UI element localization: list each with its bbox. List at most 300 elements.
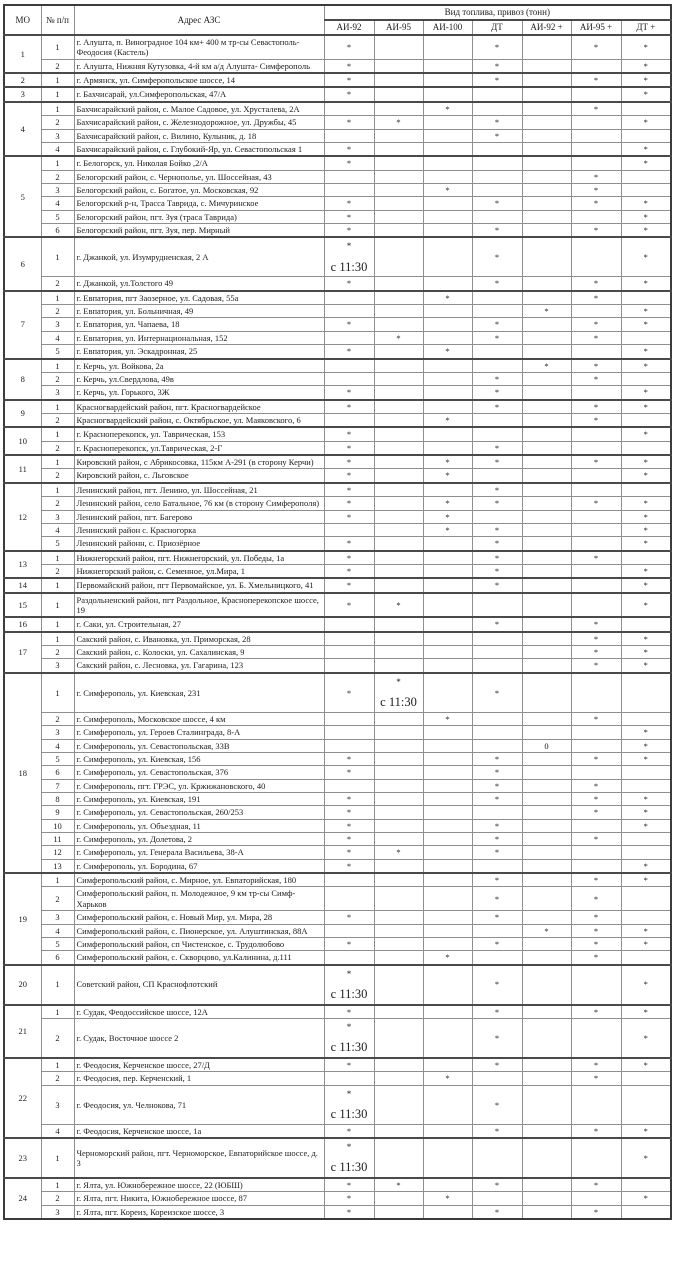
fuel-availability-cell [522,806,571,819]
station-address-cell: г. Евпатория, ул. Больничная, 49 [74,305,324,318]
fuel-availability-cell [374,359,423,373]
station-address-cell: г. Джанкой, ул. Изумрудненская, 2 А [74,237,324,277]
fuel-availability-cell [374,564,423,578]
fuel-availability-cell [374,102,423,116]
fuel-availability-cell [374,318,423,331]
fuel-availability-cell [621,779,671,792]
table-row [4,237,671,277]
fuel-availability-cell: * [571,1124,621,1138]
fuel-availability-cell: * [571,792,621,805]
fuel-availability-cell: 0 [522,739,571,752]
fuel-availability-cell [423,792,472,805]
fuel-availability-cell [621,1205,671,1219]
station-address-cell: г. Алушта, Нижняя Кутузовка, 4-й км а/д Алушта- Симферополь [74,59,324,73]
fuel-availability-cell [423,659,472,673]
mo-number-cell: 8 [4,359,41,400]
station-address-cell: г. Симферополь, ул. Киевская, 191 [74,792,324,805]
row-number-cell: 2 [41,277,74,291]
fuel-availability-cell: * [324,564,374,578]
row-number-cell: 1 [41,1005,74,1019]
fuel-availability-cell: * [324,197,374,210]
mo-number-cell: 9 [4,400,41,428]
fuel-availability-cell [571,965,621,1005]
fuel-availability-cell: * [423,1072,472,1085]
fuel-availability-cell: * [472,792,522,805]
availability-marker: * [346,1088,352,1099]
fuel-availability-cell: * [621,739,671,752]
fuel-availability-cell [571,1138,621,1178]
fuel-availability-cell: * [571,937,621,950]
fuel-availability-cell: * [324,1192,374,1205]
row-number-cell: 3 [41,659,74,673]
fuel-availability-cell: * [324,427,374,441]
fuel-availability-cell [621,673,671,713]
station-address-cell: г. Евпатория, ул. Интернациональная, 152 [74,331,324,344]
table-row [4,116,671,129]
fuel-availability-cell: * [571,1178,621,1192]
station-address-cell: г. Симферополь, пгт. ГРЭС, ул. Кржижановского, 40 [74,779,324,792]
fuel-availability-cell: * [324,792,374,805]
fuel-availability-cell [522,237,571,277]
station-address-cell: г. Судак, Восточное шоссе 2 [74,1019,324,1059]
table-row [4,873,671,887]
fuel-availability-cell [374,924,423,937]
fuel-availability-cell: * [621,35,671,59]
fuel-availability-cell [522,210,571,223]
station-address-cell: Ленинский район, село Батальное, 76 км (в сторону Симферополя) [74,497,324,510]
fuel-availability-cell [571,846,621,859]
table-row [4,142,671,156]
station-address-cell: Симферопольский район, с. Пионерское, ул. Алуштинская, 88А [74,924,324,937]
fuel-availability-cell: * [571,197,621,210]
fuel-availability-cell [423,833,472,846]
row-number-cell: 1 [41,291,74,305]
fuel-availability-cell [522,537,571,551]
fuel-availability-cell: * [571,35,621,59]
fuel-availability-cell: * [621,873,671,887]
station-address-cell: г. Белогорск, ул. Николая Бойко ,2/А [74,156,324,170]
table-row [4,739,671,752]
fuel-availability-cell: * [324,345,374,359]
fuel-availability-cell: * [621,455,671,469]
fuel-availability-cell [423,386,472,400]
fuel-availability-cell [472,413,522,427]
row-number-cell: 1 [41,632,74,646]
fuel-availability-cell [621,372,671,385]
table-row [4,779,671,792]
fuel-availability-cell [374,510,423,523]
station-address-cell: г. Красноперекопск, ул.Таврическая, 2-Г [74,441,324,455]
fuel-availability-cell: * [324,116,374,129]
fuel-availability-cell: * [621,1058,671,1072]
fuel-availability-cell: * [571,318,621,331]
mo-number-cell: 18 [4,673,41,873]
fuel-availability-cell [324,646,374,659]
fuel-availability-cell [423,237,472,277]
table-row [4,766,671,779]
table-row [4,537,671,551]
fuel-availability-cell: * [472,1005,522,1019]
table-row [4,413,671,427]
row-number-cell: 1 [41,673,74,713]
fuel-availability-cell [374,632,423,646]
fuel-availability-cell: * [324,578,374,592]
fuel-availability-cell: * [423,497,472,510]
fuel-availability-cell [374,712,423,725]
row-number-cell: 1 [41,1178,74,1192]
fuel-availability-cell [423,859,472,873]
mo-number-cell: 20 [4,965,41,1005]
fuel-availability-cell [374,1019,423,1059]
fuel-availability-cell [423,593,472,618]
fuel-availability-cell [621,1085,671,1124]
fuel-availability-cell [374,887,423,911]
fuel-availability-cell: * [621,752,671,765]
col-header-mo: МО [4,5,41,35]
fuel-availability-cell [374,1005,423,1019]
row-number-cell: 1 [41,873,74,887]
station-address-cell: г. Судак, Феодоссийское шоссе, 12А [74,1005,324,1019]
fuel-availability-cell [423,87,472,101]
fuel-availability-cell [423,483,472,497]
fuel-availability-cell [522,400,571,414]
fuel-availability-cell [522,497,571,510]
fuel-availability-cell [374,59,423,73]
row-number-cell: 2 [41,413,74,427]
fuel-availability-cell: * [571,752,621,765]
fuel-availability-cell [522,779,571,792]
station-address-cell: Советский район, СП Краснофлотский [74,965,324,1005]
row-number-cell: 3 [41,911,74,924]
fuel-availability-cell: * [423,469,472,483]
fuel-availability-cell [522,632,571,646]
fuel-availability-cell [423,551,472,565]
fuel-availability-cell: * [621,578,671,592]
fuel-availability-cell [571,305,621,318]
fuel-availability-cell: * [324,766,374,779]
fuel-availability-cell [571,116,621,129]
col-header-ai95-plus: АИ-95 + [571,20,621,35]
fuel-availability-cell: * [621,593,671,618]
fuel-availability-cell: * [522,924,571,937]
station-address-cell: г. Феодосия, Керченское шоссе, 1а [74,1124,324,1138]
fuel-availability-cell: * [472,523,522,536]
fuel-availability-cell: * [472,578,522,592]
table-row [4,646,671,659]
fuel-availability-cell: * [522,359,571,373]
fuel-availability-cell [621,712,671,725]
row-number-cell: 10 [41,819,74,832]
fuel-availability-cell [423,170,472,183]
station-address-cell: г. Бахчисарай, ул.Симферопольская, 47/А [74,87,324,101]
fuel-availability-cell [522,183,571,196]
station-address-cell: г. Симферополь, ул. Генерала Васильева, 38-А [74,846,324,859]
table-row [4,924,671,937]
fuel-availability-cell [374,1205,423,1219]
table-row [4,1205,671,1219]
fuel-availability-cell [522,1019,571,1059]
fuel-availability-cell: * [621,224,671,238]
table-row [4,951,671,965]
table-row [4,1138,671,1178]
row-number-cell: 3 [41,386,74,400]
fuel-availability-cell [374,386,423,400]
fuel-availability-cell [374,277,423,291]
availability-marker: * [346,968,352,979]
fuel-availability-cell: * [472,318,522,331]
fuel-availability-cell [522,224,571,238]
fuel-availability-cell [324,873,374,887]
fuel-availability-cell [374,833,423,846]
fuel-availability-cell [522,833,571,846]
station-address-cell: г. Симферополь, ул. Севастопольская, 33В [74,739,324,752]
fuel-availability-cell: * [324,806,374,819]
fuel-availability-cell [621,1178,671,1192]
table-row [4,551,671,565]
fuel-availability-cell [374,1124,423,1138]
station-address-cell: г. Симферополь, Московское шоссе, 4 км [74,712,324,725]
fuel-availability-cell [374,617,423,631]
fuel-availability-cell [423,1005,472,1019]
row-number-cell: 3 [41,1205,74,1219]
row-number-cell: 1 [41,483,74,497]
fuel-availability-cell [522,291,571,305]
mo-number-cell: 23 [4,1138,41,1178]
fuel-availability-cell [324,129,374,142]
fuel-availability-cell [423,156,472,170]
fuel-availability-cell [472,142,522,156]
fuel-availability-cell [324,632,374,646]
fuel-availability-cell: * [621,497,671,510]
station-address-cell: г. Керчь, ул. Горького, 3Ж [74,386,324,400]
fuel-availability-cell [374,427,423,441]
fuel-availability-cell [324,951,374,965]
fuel-availability-cell [472,87,522,101]
table-row [4,1005,671,1019]
fuel-availability-cell [324,1085,374,1124]
fuel-availability-cell [522,819,571,832]
fuel-availability-cell: * [472,833,522,846]
table-row [4,427,671,441]
row-number-cell: 3 [41,318,74,331]
station-address-cell: Первомайский район, пгт Первомайское, ул. Б. Хмельницкого, 41 [74,578,324,592]
row-number-cell: 1 [41,1058,74,1072]
table-row [4,1085,671,1124]
fuel-availability-cell: * [621,87,671,101]
table-row [4,400,671,414]
fuel-availability-cell: * [374,116,423,129]
fuel-availability-cell [423,1019,472,1059]
row-number-cell: 2 [41,1019,74,1059]
fuel-availability-cell [374,739,423,752]
station-address-cell: Черноморский район, пгт. Черноморское, Евпаторийское шоссе, д. 3 [74,1138,324,1178]
row-number-cell: 2 [41,441,74,455]
fuel-availability-cell [423,142,472,156]
fuel-availability-cell [423,617,472,631]
fuel-availability-cell: * [472,873,522,887]
fuel-availability-cell: * [621,510,671,523]
fuel-availability-cell [423,427,472,441]
fuel-availability-cell [621,766,671,779]
fuel-availability-cell: * [324,455,374,469]
fuel-availability-cell [472,806,522,819]
table-row [4,859,671,873]
fuel-availability-cell: * [621,937,671,950]
fuel-availability-cell [423,305,472,318]
table-row [4,965,671,1005]
fuel-availability-cell [522,318,571,331]
fuel-availability-cell: * [621,210,671,223]
fuel-availability-cell: * [571,1072,621,1085]
fuel-availability-cell: * [571,331,621,344]
fuel-availability-cell [522,766,571,779]
fuel-availability-cell [374,224,423,238]
fuel-availability-cell [522,345,571,359]
delivery-time-note: с 11:30 [330,986,368,1001]
table-row [4,469,671,483]
station-address-cell: Белогорский район, пгт. Зуя (траса Таврида) [74,210,324,223]
fuel-availability-cell [374,156,423,170]
fuel-availability-cell: * [621,59,671,73]
row-number-cell: 2 [41,305,74,318]
fuel-availability-cell [423,1085,472,1124]
row-number-cell: 2 [41,469,74,483]
fuel-availability-cell [324,779,374,792]
fuel-availability-cell: * [472,277,522,291]
fuel-availability-cell: * [472,483,522,497]
station-address-cell: г. Симферополь, ул. Севастопольская, 260/253 [74,806,324,819]
row-number-cell: 3 [41,726,74,739]
fuel-availability-cell [571,564,621,578]
station-address-cell: г. Саки, ул. Строительная, 27 [74,617,324,631]
fuel-availability-cell [522,523,571,536]
table-row [4,483,671,497]
fuel-availability-cell [374,551,423,565]
fuel-availability-cell [374,1058,423,1072]
station-address-cell: г. Симферополь, ул. Киевская, 156 [74,752,324,765]
fuel-availability-cell [522,951,571,965]
fuel-availability-cell: * [324,510,374,523]
fuel-availability-cell [374,210,423,223]
fuel-availability-cell [621,183,671,196]
row-number-cell: 1 [41,73,74,87]
availability-marker: * [346,1022,352,1032]
fuel-availability-cell [324,965,374,1005]
fuel-availability-cell [423,873,472,887]
fuel-availability-cell [374,413,423,427]
fuel-availability-cell [522,142,571,156]
station-address-cell: Бахчисарайский район, с. Вилино, Кулыник, д. 18 [74,129,324,142]
fuel-availability-cell: * [374,846,423,859]
mo-number-cell: 4 [4,102,41,156]
fuel-availability-cell: * [324,846,374,859]
station-address-cell: г. Ялта, ул. Южнобережное шоссе, 22 (ЮБШ) [74,1178,324,1192]
fuel-availability-cell: * [571,1058,621,1072]
row-number-cell: 1 [41,1138,74,1178]
fuel-availability-cell: * [472,372,522,385]
fuel-availability-cell [621,291,671,305]
fuel-availability-cell [571,1085,621,1124]
row-number-cell: 2 [41,497,74,510]
fuel-availability-cell [423,564,472,578]
fuel-availability-cell [522,726,571,739]
table-row [4,659,671,673]
fuel-availability-cell [423,197,472,210]
fuel-availability-cell: * [571,887,621,911]
fuel-availability-cell [423,1138,472,1178]
fuel-availability-cell [423,779,472,792]
fuel-availability-cell: * [472,1124,522,1138]
fuel-availability-cell [374,142,423,156]
fuel-availability-cell [374,455,423,469]
station-address-cell: Белогорский район, с. Чернополье, ул. Шоссейная, 43 [74,170,324,183]
fuel-availability-cell: * [621,237,671,277]
station-address-cell: г. Джанкой, ул.Толстого 49 [74,277,324,291]
fuel-availability-cell: * [571,372,621,385]
fuel-availability-cell: * [571,924,621,937]
fuel-availability-cell [374,951,423,965]
fuel-availability-cell [374,873,423,887]
fuel-availability-cell [374,1138,423,1178]
fuel-availability-cell [374,372,423,385]
row-number-cell: 2 [41,372,74,385]
fuel-availability-cell [522,129,571,142]
fuel-availability-cell [472,739,522,752]
fuel-availability-cell: * [472,937,522,950]
fuel-availability-cell: * [571,911,621,924]
fuel-availability-cell: * [621,142,671,156]
station-address-cell: г. Армянск, ул. Симферопольское шоссе, 14 [74,73,324,87]
fuel-availability-cell [571,578,621,592]
fuel-availability-cell [522,197,571,210]
fuel-availability-cell [522,752,571,765]
fuel-availability-cell [472,1192,522,1205]
station-address-cell: Симферопольский район, с. Мирное, ул. Евпаторийская, 180 [74,873,324,887]
fuel-availability-cell [324,102,374,116]
fuel-availability-cell: * [621,469,671,483]
fuel-availability-cell [423,819,472,832]
table-row [4,331,671,344]
fuel-availability-cell [621,887,671,911]
fuel-availability-cell: * [374,1178,423,1192]
fuel-availability-cell [374,752,423,765]
fuel-availability-cell [571,483,621,497]
fuel-availability-cell: * [324,1124,374,1138]
fuel-availability-cell [374,779,423,792]
fuel-availability-cell: * [472,197,522,210]
fuel-availability-cell: * [324,819,374,832]
fuel-availability-cell: * [571,632,621,646]
fuel-availability-cell: * [324,400,374,414]
fuel-availability-cell [472,593,522,618]
fuel-availability-cell [522,510,571,523]
fuel-availability-cell [522,617,571,631]
delivery-time-note: с 11:30 [330,1160,368,1175]
fuel-availability-cell [374,673,423,713]
station-address-cell: Белогорский район, с. Богатое, ул. Московская, 92 [74,183,324,196]
table-row [4,726,671,739]
row-number-cell: 2 [41,887,74,911]
table-row [4,673,671,713]
fuel-availability-cell: * [423,102,472,116]
fuel-availability-cell [522,1178,571,1192]
row-number-cell: 5 [41,210,74,223]
row-number-cell: 3 [41,183,74,196]
fuel-availability-cell: * [621,1005,671,1019]
fuel-availability-cell: * [621,359,671,373]
fuel-availability-cell [324,739,374,752]
table-row [4,911,671,924]
